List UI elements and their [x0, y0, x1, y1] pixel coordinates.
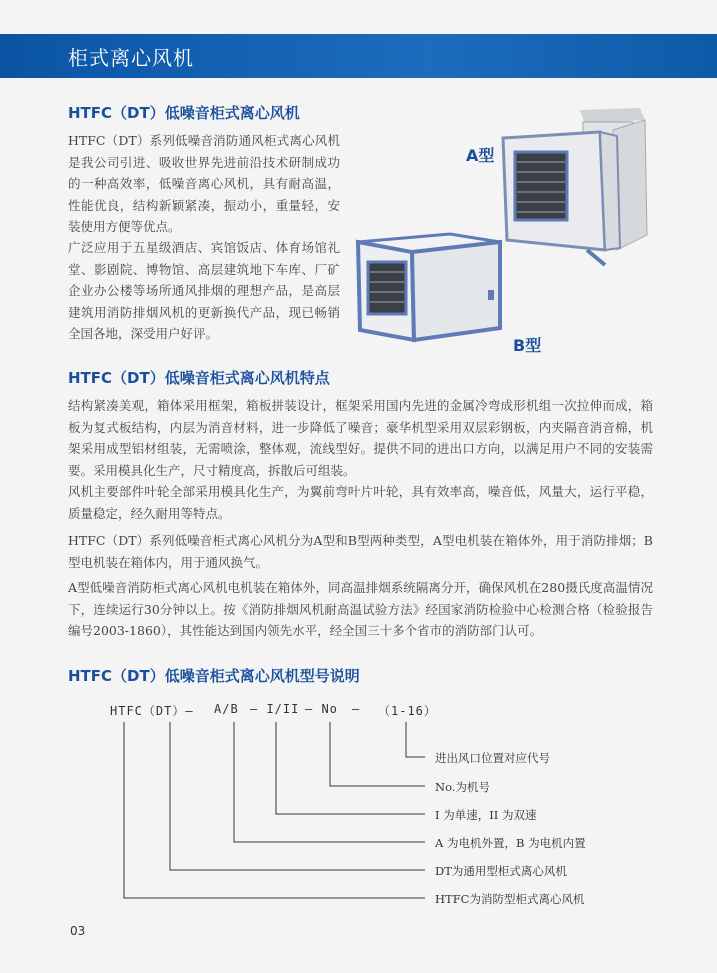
legend-item-machine-number: No.为机号	[435, 780, 490, 794]
section3-heading: HTFC（DT）低噪音柜式离心风机型号说明	[68, 667, 360, 685]
legend-item-dt: DT为通用型柜式离心风机	[435, 864, 567, 878]
page-number: 03	[70, 924, 86, 938]
model-code-part4: — No	[305, 702, 338, 716]
model-code-part1: HTFC（DT）—	[110, 704, 194, 718]
label-type-a: A型	[466, 146, 495, 165]
label-type-b: B型	[513, 336, 542, 355]
model-code-part3: — I/II	[250, 702, 300, 716]
legend-item-outlet-code: 进出风口位置对应代号	[435, 751, 550, 765]
model-code-part5: —	[352, 702, 361, 716]
legend-item-speed: I 为单速，II 为双速	[435, 808, 537, 822]
model-code-part6: （1-16）	[378, 704, 437, 718]
legend-item-motor-position: A 为电机外置，B 为电机内置	[435, 836, 586, 850]
section2-heading: HTFC（DT）低噪音柜式离心风机特点	[68, 369, 330, 387]
section2-para3: HTFC（DT）系列低噪音柜式离心风机分为A型和B型两种类型，A型电机装在箱体外，用于消防排烟；B型电机装在箱体内，用于通风换气。	[68, 533, 653, 570]
section1-heading: HTFC（DT）低噪音柜式离心风机	[68, 104, 300, 122]
legend-item-htfc: HTFC为消防型柜式离心风机	[435, 892, 585, 906]
banner-title: 柜式离心风机	[68, 46, 194, 70]
section1-para1: HTFC（DT）系列低噪音消防通风柜式离心风机是我公司引进、吸收世界先进前沿技术研制成功的一种高效率，低噪音离心风机，具有耐高温，性能优良，结构新颖紧凑，振动小，重量轻，安装使用方便等优点。	[68, 133, 340, 234]
section2-para2: 风机主要部件叶轮全部采用模具化生产，为翼前弯叶片叶轮，具有效率高，噪音低，风量大，运行平稳，质量稳定，经久耐用等特点。	[68, 484, 653, 521]
section2-para4: A型低噪音消防柜式离心风机电机装在箱体外，同高温排烟系统隔离分开，确保风机在280摄氏度高温情况下，连续运行30分钟以上。按《消防排烟风机耐高温试验方法》经国家消防检验中心检测合格（检验报告编号2003-1860），其性能达到国内领先水平，经全国三十多个省市的消防部门认可。	[68, 580, 653, 638]
section1-para2: 广泛应用于五星级酒店、宾馆饭店、体育场馆礼堂、影剧院、博物馆、高层建筑地下车库、厂矿企业办公楼等场所通风排烟的理想产品，是高层建筑用消防排烟风机的更新换代产品，现已畅销全国各地，深受用户好评。	[68, 240, 340, 341]
model-code-part2: A/B	[214, 702, 239, 716]
section2-para1: 结构紧凑美观，箱体采用框架，箱板拼装设计，框架采用国内先进的金属冷弯成形机组一次拉伸而成，箱板为复式板结构，内层为消音材料，进一步降低了噪音；豪华机型采用双层彩钢板，内夹隔音消音棉，机架采用成型铝材组装，无需喷涂，整体观，流线型好。提供不同的进出口方向，以满足用户不同的安装需要。采用模具化生产，尺寸精度高，拆散后可组装。	[68, 398, 653, 478]
